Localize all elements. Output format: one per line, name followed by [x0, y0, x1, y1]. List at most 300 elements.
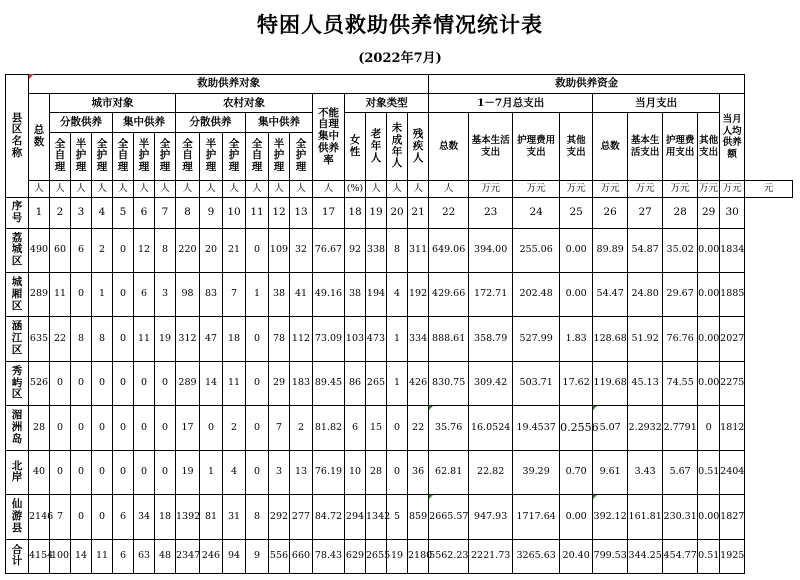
table-cell: 289 — [29, 272, 50, 316]
header-month-care: 护理费用支出 — [663, 113, 698, 181]
table-cell: 202.48 — [513, 272, 560, 316]
table-cell: 0 — [92, 361, 113, 405]
table-cell: 556 — [269, 539, 290, 573]
table-cell: 1717.64 — [513, 495, 560, 539]
header-city-centralized-full-care: 全护理 — [155, 132, 176, 180]
header-jan-jul-other: 其他支出 — [560, 113, 593, 181]
table-cell: 394.00 — [469, 228, 513, 272]
table-cell: 19 — [387, 539, 408, 573]
county-name-cell: 城厢区 — [6, 272, 29, 316]
table-cell: 31 — [223, 495, 246, 539]
unit-cell: 人 — [155, 181, 176, 198]
table-cell: 292 — [269, 495, 290, 539]
header-avg: 当月人均供养额 — [720, 94, 745, 181]
table-cell: 526 — [29, 361, 50, 405]
unit-cell: 人 — [71, 181, 92, 198]
county-name-cell: 秀屿区 — [6, 361, 29, 405]
header-county: 县区名称 — [6, 75, 29, 198]
unit-cell: 人 — [29, 181, 50, 198]
page-subtitle: (2022年7月) — [358, 51, 442, 66]
column-number-cell: 18 — [345, 198, 366, 228]
header-rural: 农村对象 — [176, 94, 313, 113]
table-cell: 0 — [387, 450, 408, 494]
column-number-cell: 13 — [290, 198, 313, 228]
header-month-basic: 基本生活支出 — [628, 113, 663, 181]
table-cell: 29 — [269, 361, 290, 405]
header-rate: 不能自理集中供养率 — [313, 94, 345, 181]
table-cell: 11 — [134, 317, 155, 361]
header-city-scattered-full-care: 全护理 — [92, 132, 113, 180]
column-number-cell: 19 — [366, 198, 387, 228]
column-number-cell: 22 — [429, 198, 469, 228]
table-cell: 0 — [113, 361, 134, 405]
table-cell: 73.09 — [313, 317, 345, 361]
table-cell: 0 — [113, 450, 134, 494]
table-cell: 426 — [408, 361, 429, 405]
table-cell: 0 — [155, 406, 176, 450]
table-cell: 0 — [92, 406, 113, 450]
table-cell: 0 — [71, 495, 92, 539]
table-cell: 0 — [71, 272, 92, 316]
column-number-cell: 23 — [469, 198, 513, 228]
table-cell: 1 — [387, 317, 408, 361]
table-cell: 392.12 — [593, 495, 628, 539]
column-number-cell: 24 — [513, 198, 560, 228]
table-cell: 22 — [50, 317, 71, 361]
unit-cell: 人 — [223, 181, 246, 198]
table-row — [6, 495, 793, 539]
unit-cell: 人 — [50, 181, 71, 198]
county-name-cell: 荔城区 — [6, 228, 29, 272]
table-cell: 109 — [269, 228, 290, 272]
table-cell: 0.51 — [698, 450, 720, 494]
table-cell: 4154 — [29, 539, 50, 573]
table-cell: 454.77 — [663, 539, 698, 573]
table-cell: 473 — [366, 317, 387, 361]
table-cell: 38 — [345, 272, 366, 316]
table-cell: 344.25 — [628, 539, 663, 573]
table-row — [6, 361, 793, 405]
table-cell: 0 — [246, 406, 269, 450]
table-cell: 0.00 — [698, 361, 720, 405]
unit-row — [6, 181, 793, 198]
table-cell: 2404 — [720, 450, 745, 494]
table-cell: 54.47 — [593, 272, 628, 316]
table-cell: 6 — [71, 228, 92, 272]
table-cell: 45.13 — [628, 361, 663, 405]
table-cell: 35.76 — [429, 406, 469, 450]
column-number-cell: 29 — [698, 198, 720, 228]
column-number-cell: 5 — [113, 198, 134, 228]
table-cell: 0 — [246, 317, 269, 361]
table-cell: 183 — [290, 361, 313, 405]
table-cell: 2146 — [29, 495, 50, 539]
table-cell: 38 — [269, 272, 290, 316]
unit-cell: 万元 — [513, 181, 560, 198]
table-cell: 0.00 — [560, 272, 593, 316]
unit-cell: 万元 — [663, 181, 698, 198]
unit-cell: 人 — [429, 181, 469, 198]
header-city-centralized: 集中供养 — [113, 113, 176, 132]
table-cell: 9.61 — [593, 450, 628, 494]
unit-cell: 人 — [290, 181, 313, 198]
table-cell: 1885 — [720, 272, 745, 316]
table-cell: 289 — [176, 361, 200, 405]
header-total: 总数 — [29, 94, 50, 181]
table-cell: 76.19 — [313, 450, 345, 494]
header-female: 女性 — [345, 113, 366, 181]
unit-cell: 人 — [408, 181, 429, 198]
table-cell: 0 — [246, 361, 269, 405]
table-cell: 10 — [345, 450, 366, 494]
table-cell: 11 — [92, 539, 113, 573]
table-cell: 947.93 — [469, 495, 513, 539]
table-cell: 0 — [113, 317, 134, 361]
table-cell: 17 — [176, 406, 200, 450]
table-cell: 0 — [155, 361, 176, 405]
unit-cell: 人 — [134, 181, 155, 198]
unit-cell: 万元 — [560, 181, 593, 198]
table-cell: 39.29 — [513, 450, 560, 494]
table-cell: 503.71 — [513, 361, 560, 405]
column-number-cell: 27 — [628, 198, 663, 228]
table-cell: 3.43 — [628, 450, 663, 494]
table-cell: 859 — [408, 495, 429, 539]
table-cell: 2 — [92, 228, 113, 272]
unit-cell: 万元 — [628, 181, 663, 198]
table-cell: 12 — [134, 228, 155, 272]
table-cell: 14 — [71, 539, 92, 573]
header-city-scattered: 分散供养 — [50, 113, 113, 132]
table-cell: 60 — [50, 228, 71, 272]
table-row — [6, 317, 793, 361]
unit-cell: 人 — [113, 181, 134, 198]
header-rural-centralized-half-care: 半护理 — [269, 132, 290, 180]
table-cell: 0.00 — [560, 495, 593, 539]
table-cell: 0.70 — [560, 450, 593, 494]
column-number-cell: 4 — [92, 198, 113, 228]
column-number-cell: 17 — [313, 198, 345, 228]
table-cell: 86 — [345, 361, 366, 405]
table-cell: 527.99 — [513, 317, 560, 361]
column-number-cell: 9 — [200, 198, 223, 228]
table-cell: 220 — [176, 228, 200, 272]
table-cell: 649.06 — [429, 228, 469, 272]
table-cell: 0.00 — [698, 272, 720, 316]
table-cell: 0 — [92, 450, 113, 494]
table-cell: 888.61 — [429, 317, 469, 361]
table-cell: 0.00 — [698, 495, 720, 539]
table-cell: 63 — [134, 539, 155, 573]
header-city-scattered-full-self: 全自理 — [50, 132, 71, 180]
column-number-cell: 28 — [663, 198, 698, 228]
table-cell: 17.62 — [560, 361, 593, 405]
table-cell: 312 — [176, 317, 200, 361]
table-cell: 4 — [387, 272, 408, 316]
table-cell: 1 — [92, 272, 113, 316]
table-cell: 13 — [290, 450, 313, 494]
table-cell: 94 — [223, 539, 246, 573]
table-cell: 51.92 — [628, 317, 663, 361]
table-cell: 0.00 — [560, 228, 593, 272]
table-cell: 192 — [408, 272, 429, 316]
table-cell: 0 — [387, 406, 408, 450]
header-month-total: 总数 — [593, 113, 628, 181]
column-number-row — [6, 198, 793, 228]
column-number-cell: 30 — [720, 198, 745, 228]
unit-cell: 人 — [92, 181, 113, 198]
county-name-cell: 湄洲岛 — [6, 406, 29, 450]
table-cell: 7 — [50, 495, 71, 539]
column-number-cell: 12 — [269, 198, 290, 228]
table-cell: 81.82 — [313, 406, 345, 450]
unit-cell: 万元 — [593, 181, 628, 198]
table-cell: 7 — [223, 272, 246, 316]
table-cell: 19.4537 — [513, 406, 560, 450]
table-cell: 0 — [50, 406, 71, 450]
table-cell: 47 — [200, 317, 223, 361]
table-cell: 29.67 — [663, 272, 698, 316]
unit-cell: 人 — [387, 181, 408, 198]
table-cell: 1.83 — [560, 317, 593, 361]
table-cell: 255.06 — [513, 228, 560, 272]
table-cell: 0 — [50, 361, 71, 405]
table-row — [6, 406, 793, 450]
header-month-other: 其他支出 — [698, 113, 720, 181]
unit-cell: 人 — [176, 181, 200, 198]
table-cell: 36 — [408, 450, 429, 494]
table-cell: 1812 — [720, 406, 745, 450]
table-cell: 1392 — [176, 495, 200, 539]
header-rural-scattered-full-self: 全自理 — [176, 132, 200, 180]
table-cell: 0 — [92, 495, 113, 539]
table-cell: 89.89 — [593, 228, 628, 272]
table-cell: 20 — [200, 228, 223, 272]
table-cell: 8 — [387, 228, 408, 272]
table-cell: 629 — [345, 539, 366, 573]
table-cell: 0.00 — [698, 317, 720, 361]
table-cell: 6 — [113, 495, 134, 539]
column-number-cell: 26 — [593, 198, 628, 228]
unit-cell: 人 — [246, 181, 269, 198]
table-cell: 1827 — [720, 495, 745, 539]
table-cell: 2 — [290, 406, 313, 450]
table-cell: 3 — [269, 450, 290, 494]
table-cell: 830.75 — [429, 361, 469, 405]
table-cell: 0 — [246, 450, 269, 494]
table-cell: 19 — [176, 450, 200, 494]
table-cell: 8 — [92, 317, 113, 361]
table-cell: 0 — [698, 406, 720, 450]
header-jan-jul-total: 总数 — [429, 113, 469, 181]
header-city-centralized-half-care: 半护理 — [134, 132, 155, 180]
column-number-cell: 11 — [246, 198, 269, 228]
header-seq: 序号 — [6, 198, 29, 228]
header-city: 城市对象 — [50, 94, 176, 113]
table-cell: 0.51 — [698, 539, 720, 573]
table-cell: 16.0524 — [469, 406, 513, 450]
column-number-cell: 25 — [560, 198, 593, 228]
table-cell: 277 — [290, 495, 313, 539]
header-city-centralized-full-self: 全自理 — [113, 132, 134, 180]
column-number-cell: 1 — [29, 198, 50, 228]
table-cell: 194 — [366, 272, 387, 316]
table-cell: 20.40 — [560, 539, 593, 573]
table-cell: 0 — [134, 450, 155, 494]
header-jan-jul-basic: 基本生活支出 — [469, 113, 513, 181]
table-cell: 81 — [200, 495, 223, 539]
header-support-objects: 救助供养对象 — [29, 75, 429, 94]
header-funds: 救助供养资金 — [429, 75, 745, 94]
table-cell: 48 — [155, 539, 176, 573]
table-cell: 799.53 — [593, 539, 628, 573]
table-cell: 0 — [71, 361, 92, 405]
header-disabled: 残疾人 — [408, 113, 429, 181]
table-cell: 7 — [269, 406, 290, 450]
table-cell: 0.00 — [698, 228, 720, 272]
county-name-cell: 合计 — [6, 539, 29, 573]
table-cell: 98 — [176, 272, 200, 316]
unit-cell: 元 — [745, 181, 793, 198]
table-cell: 2027 — [720, 317, 745, 361]
table-cell: 40 — [29, 450, 50, 494]
column-number-cell: 8 — [176, 198, 200, 228]
table-cell: 358.79 — [469, 317, 513, 361]
table-cell: 119.68 — [593, 361, 628, 405]
table-row — [6, 272, 793, 316]
table-cell: 0 — [113, 228, 134, 272]
county-name-cell: 北岸 — [6, 450, 29, 494]
table-cell: 660 — [290, 539, 313, 573]
table-cell: 22.82 — [469, 450, 513, 494]
table-cell: 246 — [200, 539, 223, 573]
table-cell: 28 — [29, 406, 50, 450]
header-minor: 未成年人 — [387, 113, 408, 181]
table-cell: 2655 — [366, 539, 387, 573]
table-cell: 3 — [155, 272, 176, 316]
table-cell: 0 — [246, 228, 269, 272]
table-cell: 22 — [408, 406, 429, 450]
table-cell: 112 — [290, 317, 313, 361]
table-cell: 2.7791 — [663, 406, 698, 450]
table-cell: 172.71 — [469, 272, 513, 316]
header-rural-scattered-full-care: 全护理 — [223, 132, 246, 180]
table-cell: 28 — [366, 450, 387, 494]
table-cell: 62.81 — [429, 450, 469, 494]
statistics-table — [5, 74, 793, 574]
table-cell: 0 — [155, 450, 176, 494]
table-cell: 9 — [246, 539, 269, 573]
unit-cell: 人 — [366, 181, 387, 198]
table-cell: 15 — [366, 406, 387, 450]
table-cell: 294 — [345, 495, 366, 539]
table-cell: 0 — [200, 406, 223, 450]
unit-cell: 人 — [200, 181, 223, 198]
table-cell: 2665.57 — [429, 495, 469, 539]
table-cell: 8 — [71, 317, 92, 361]
table-cell: 76.76 — [663, 317, 698, 361]
unit-cell: 万元 — [469, 181, 513, 198]
header-rural-centralized: 集中供养 — [246, 113, 313, 132]
table-cell: 5562.23 — [429, 539, 469, 573]
table-cell: 128.68 — [593, 317, 628, 361]
county-name-cell: 涵江区 — [6, 317, 29, 361]
table-cell: 21 — [223, 228, 246, 272]
column-number-cell: 20 — [387, 198, 408, 228]
table-cell: 78 — [269, 317, 290, 361]
unit-cell: (%) — [345, 181, 366, 198]
table-cell: 5.07 — [593, 406, 628, 450]
table-cell: 78.43 — [313, 539, 345, 573]
header-city-scattered-half-care: 半护理 — [71, 132, 92, 180]
unit-cell: 万元 — [698, 181, 720, 198]
header-rural-centralized-full-care: 全护理 — [290, 132, 313, 180]
table-cell: 1 — [246, 272, 269, 316]
table-cell: 338 — [366, 228, 387, 272]
table-cell: 11 — [50, 272, 71, 316]
table-cell: 34 — [134, 495, 155, 539]
table-cell: 230.31 — [663, 495, 698, 539]
page-title: 特困人员救助供养情况统计表 — [257, 12, 543, 37]
table-cell: 14 — [200, 361, 223, 405]
table-cell: 0.2556 — [560, 406, 593, 450]
table-cell: 18 — [155, 495, 176, 539]
header-types: 对象类型 — [345, 94, 429, 113]
county-name-cell: 仙游县 — [6, 495, 29, 539]
table-cell: 18 — [223, 317, 246, 361]
table-cell: 49.16 — [313, 272, 345, 316]
header-elderly: 老年人 — [366, 113, 387, 181]
table-cell: 161.81 — [628, 495, 663, 539]
table-cell: 429.66 — [429, 272, 469, 316]
table-cell: 0 — [134, 406, 155, 450]
table-cell: 83 — [200, 272, 223, 316]
table-cell: 5.67 — [663, 450, 698, 494]
table-cell: 6 — [134, 272, 155, 316]
table-cell: 103 — [345, 317, 366, 361]
table-cell: 0 — [113, 272, 134, 316]
table-cell: 89.45 — [313, 361, 345, 405]
table-cell: 74.55 — [663, 361, 698, 405]
table-cell: 24.80 — [628, 272, 663, 316]
table-cell: 8 — [246, 495, 269, 539]
table-row — [6, 228, 793, 272]
table-cell: 309.42 — [469, 361, 513, 405]
unit-cell: 人 — [313, 181, 345, 198]
table-cell: 635 — [29, 317, 50, 361]
table-cell: 84.72 — [313, 495, 345, 539]
table-cell: 1 — [200, 450, 223, 494]
table-cell: 54.87 — [628, 228, 663, 272]
table-cell: 334 — [408, 317, 429, 361]
table-cell: 35.02 — [663, 228, 698, 272]
table-row — [6, 539, 793, 573]
header-month: 当月支出 — [593, 94, 720, 113]
table-cell: 3265.63 — [513, 539, 560, 573]
header-rural-centralized-full-self: 全自理 — [246, 132, 269, 180]
table-cell: 92 — [345, 228, 366, 272]
table-cell: 32 — [290, 228, 313, 272]
table-cell: 1925 — [720, 539, 745, 573]
table-cell: 8 — [155, 228, 176, 272]
column-number-cell: 2 — [50, 198, 71, 228]
table-cell: 1834 — [720, 228, 745, 272]
table-cell: 0 — [71, 406, 92, 450]
column-number-cell: 3 — [71, 198, 92, 228]
table-cell: 0 — [134, 361, 155, 405]
table-cell: 4 — [223, 450, 246, 494]
table-cell: 265 — [366, 361, 387, 405]
